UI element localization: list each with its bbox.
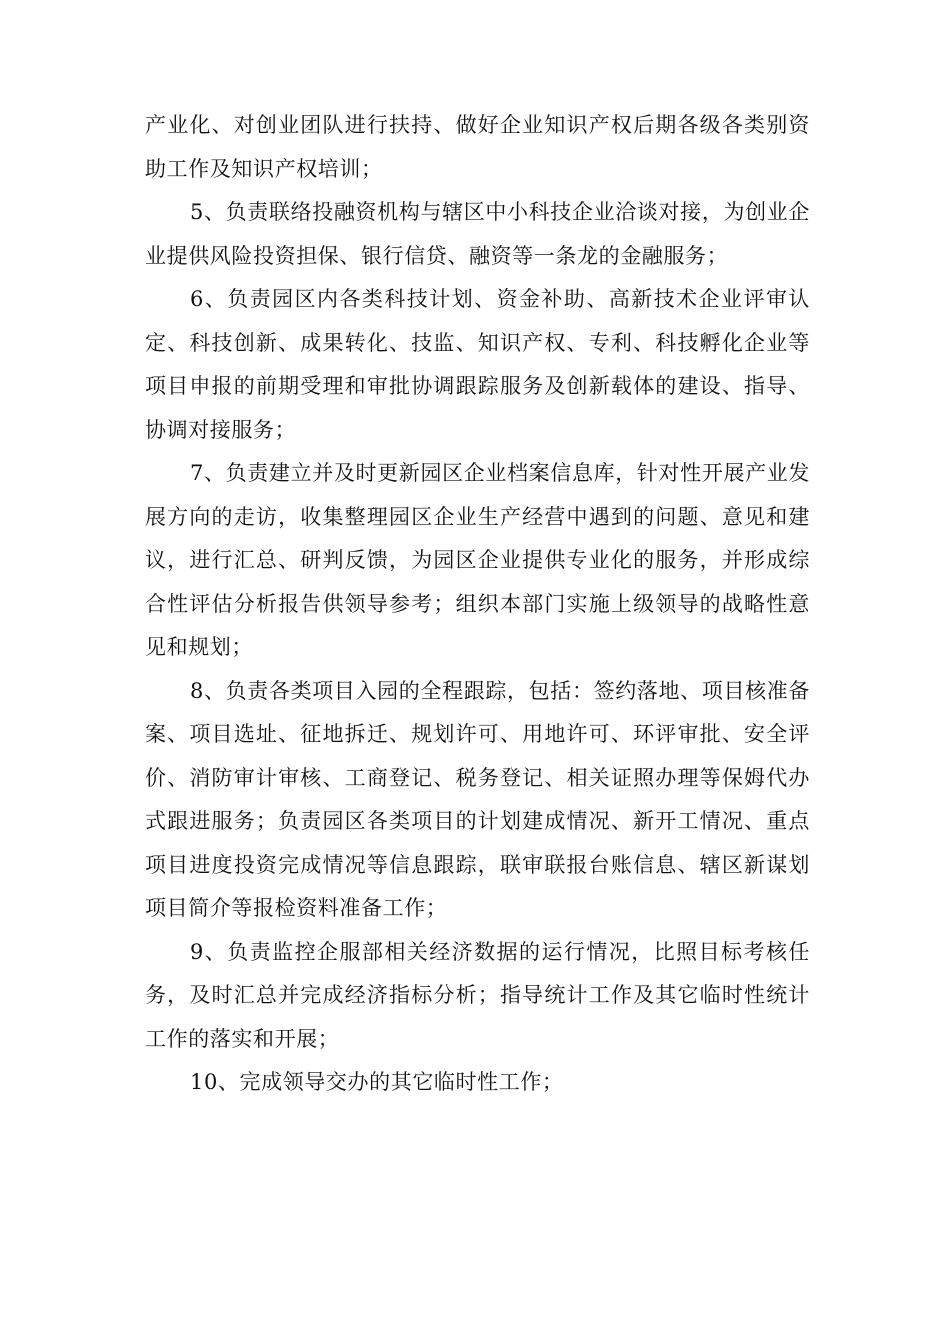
paragraph-item-9: 9、负责监控企服部相关经济数据的运行情况，比照目标考核任务，及时汇总并完成经济指标分析；指导统计工作及其它临时性统计工作的落实和开展； bbox=[145, 939, 810, 1051]
paragraph-item-5: 5、负责联络投融资机构与辖区中小科技企业洽谈对接，为创业企业提供风险投资担保、银行信贷、融资等一条龙的金融服务； bbox=[145, 200, 810, 268]
paragraph-item-6: 6、负责园区内各类科技计划、资金补助、高新技术企业评审认定、科技创新、成果转化、技监、知识产权、专利、科技孵化企业等项目申报的前期受理和审批协调跟踪服务及创新载体的建设、指导、协调对接服务； bbox=[145, 287, 810, 442]
paragraph-item-7: 7、负责建立并及时更新园区企业档案信息库，针对性开展产业发展方向的走访，收集整理园区企业生产经营中遇到的问题、意见和建议，进行汇总、研判反馈，为园区企业提供专业化的服务，并形成综合性评估分析报告供领导参考；组织本部门实施上级领导的战略性意见和规划； bbox=[145, 461, 810, 659]
paragraph-item-8: 8、负责各类项目入园的全程跟踪，包括：签约落地、项目核准备案、项目选址、征地拆迁、规划许可、用地许可、环评审批、安全评价、消防审计审核、工商登记、税务登记、相关证照办理等保姆代办式跟进服务；负责园区各类项目的计划建成情况、新开工情况、重点项目进度投资完成情况等信息跟踪，联审联报台账信息、辖区新谋划项目简介等报检资料准备工作； bbox=[145, 678, 810, 920]
document-body bbox=[145, 104, 810, 1105]
paragraph-continuation: 产业化、对创业团队进行扶持、做好企业知识产权后期各级各类别资助工作及知识产权培训； bbox=[145, 113, 810, 181]
paragraph-item-10: 10、完成领导交办的其它临时性工作； bbox=[190, 1070, 564, 1094]
